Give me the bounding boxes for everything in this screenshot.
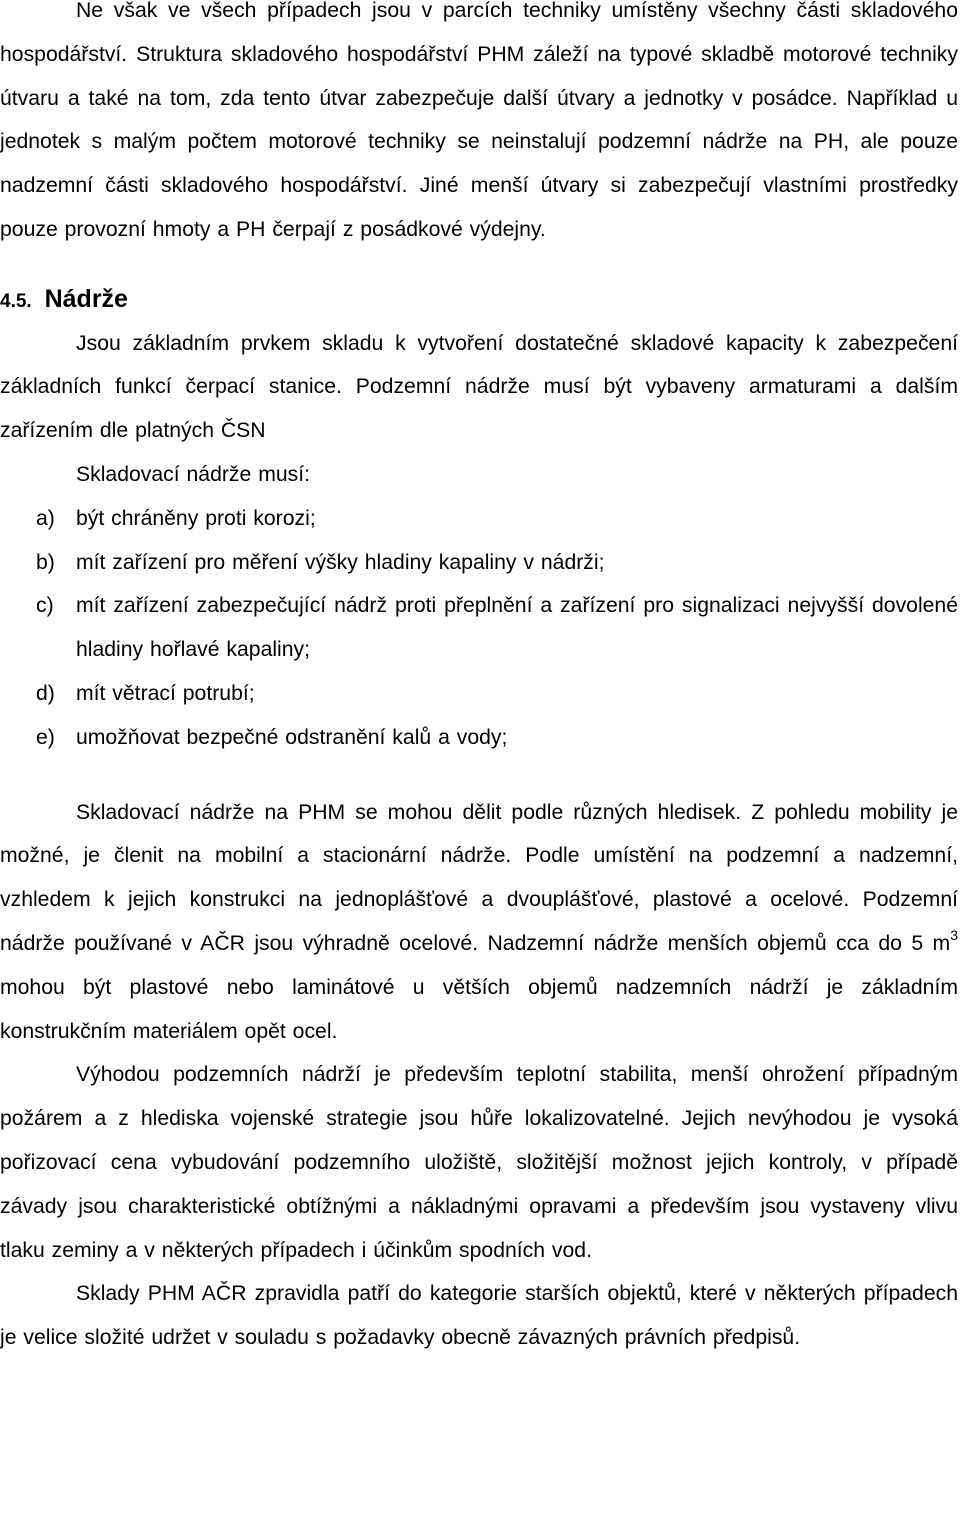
list-marker: b): [36, 550, 55, 574]
requirements-list: [0, 497, 958, 760]
list-item-text: být chráněny proti korozi;: [76, 506, 316, 530]
section-heading: [0, 252, 958, 322]
intro-paragraph: Ne však ve všech případech jsou v parcích techniky umístěny všechny části skladového hospodářství. Struktura skladového hospodářství PHM záleží na typové skladbě motorové techniky útvaru a také na tom, zda tento útvar zabezpečuje další útvary a jednotky v posádce. Například u jednotek s malým počtem motorové techniky se neinstalují podzemní nádrže na PH, ale pouze nadzemní části skladového hospodářství. Jiné menší útvary si zabezpečují vlastními prostředky pouze provozní hmoty a PH čerpají z posádkové výdejny.: [0, 0, 958, 241]
list-marker: a): [36, 506, 55, 530]
section-title: Nádrže: [44, 284, 128, 313]
list-lead: Skladovací nádrže musí:: [76, 462, 310, 486]
section-paragraph-4: Sklady PHM AČR zpravidla patří do kategorie starších objektů, které v některých případech je velice složité udržet v souladu s požadavky obecně závazných právních předpisů.: [0, 1282, 958, 1350]
spacer: [0, 760, 958, 791]
section-paragraph-1: Jsou základním prvkem skladu k vytvoření dostatečné skladové kapacity k zabezpečení základních funkcí čerpací stanice. Podzemní nádrže musí být vybaveny armaturami a dalším zařízením dle platných ČSN: [0, 331, 958, 443]
section-number: 4.5.: [0, 290, 32, 312]
cubic-superscript: 3: [950, 926, 958, 943]
paragraph-2-text-a: Skladovací nádrže na PHM se mohou dělit podle různých hledisek. Z pohledu mobility je možné, je členit na mobilní a stacionární nádrže. Podle umístění na podzemní a nadzemní, vzhledem k jejich konstrukci na jednoplášťové a dvouplášťové, plastové a ocelové. Podzemní nádrže používané v AČR jsou výhradně ocelové. Nadzemní nádrže menších objemů cca do 5 m: [0, 800, 958, 955]
list-item: [0, 716, 958, 760]
paragraph-2-text-b: mohou být plastové nebo laminátové u větších objemů nadzemních nádrží je základním konstrukčním materiálem opět ocel.: [0, 975, 958, 1043]
list-marker: e): [36, 725, 55, 749]
list-item: [0, 497, 958, 541]
list-marker: c): [36, 594, 54, 618]
list-item-text: mít zařízení zabezpečující nádrž proti přeplnění a zařízení pro signalizaci nejvyšší dovolené hladiny hořlavé kapaliny;: [76, 594, 958, 662]
section-paragraph-2: [0, 791, 958, 1054]
list-marker: d): [36, 681, 55, 705]
list-item: [0, 541, 958, 585]
list-item-text: umožňovat bezpečné odstranění kalů a vody;: [76, 725, 508, 749]
section-paragraph-3: Výhodou podzemních nádrží je především teplotní stabilita, menší ohrožení případným požárem a z hlediska vojenské strategie jsou hůře lokalizovatelné. Jejich nevýhodou je vysoká pořizovací cena vybudování podzemního uložiště, složitější možnost jejich kontroly, v případě závady jsou charakteristické obtížnými a nákladnými opravami a především jsou vystaveny vlivu tlaku zeminy a v některých případech i účinkům spodních vod.: [0, 1063, 958, 1262]
list-item-text: mít větrací potrubí;: [76, 681, 255, 705]
list-item-text: mít zařízení pro měření výšky hladiny kapaliny v nádrži;: [76, 550, 605, 574]
list-item: [0, 584, 958, 672]
list-item: [0, 672, 958, 716]
